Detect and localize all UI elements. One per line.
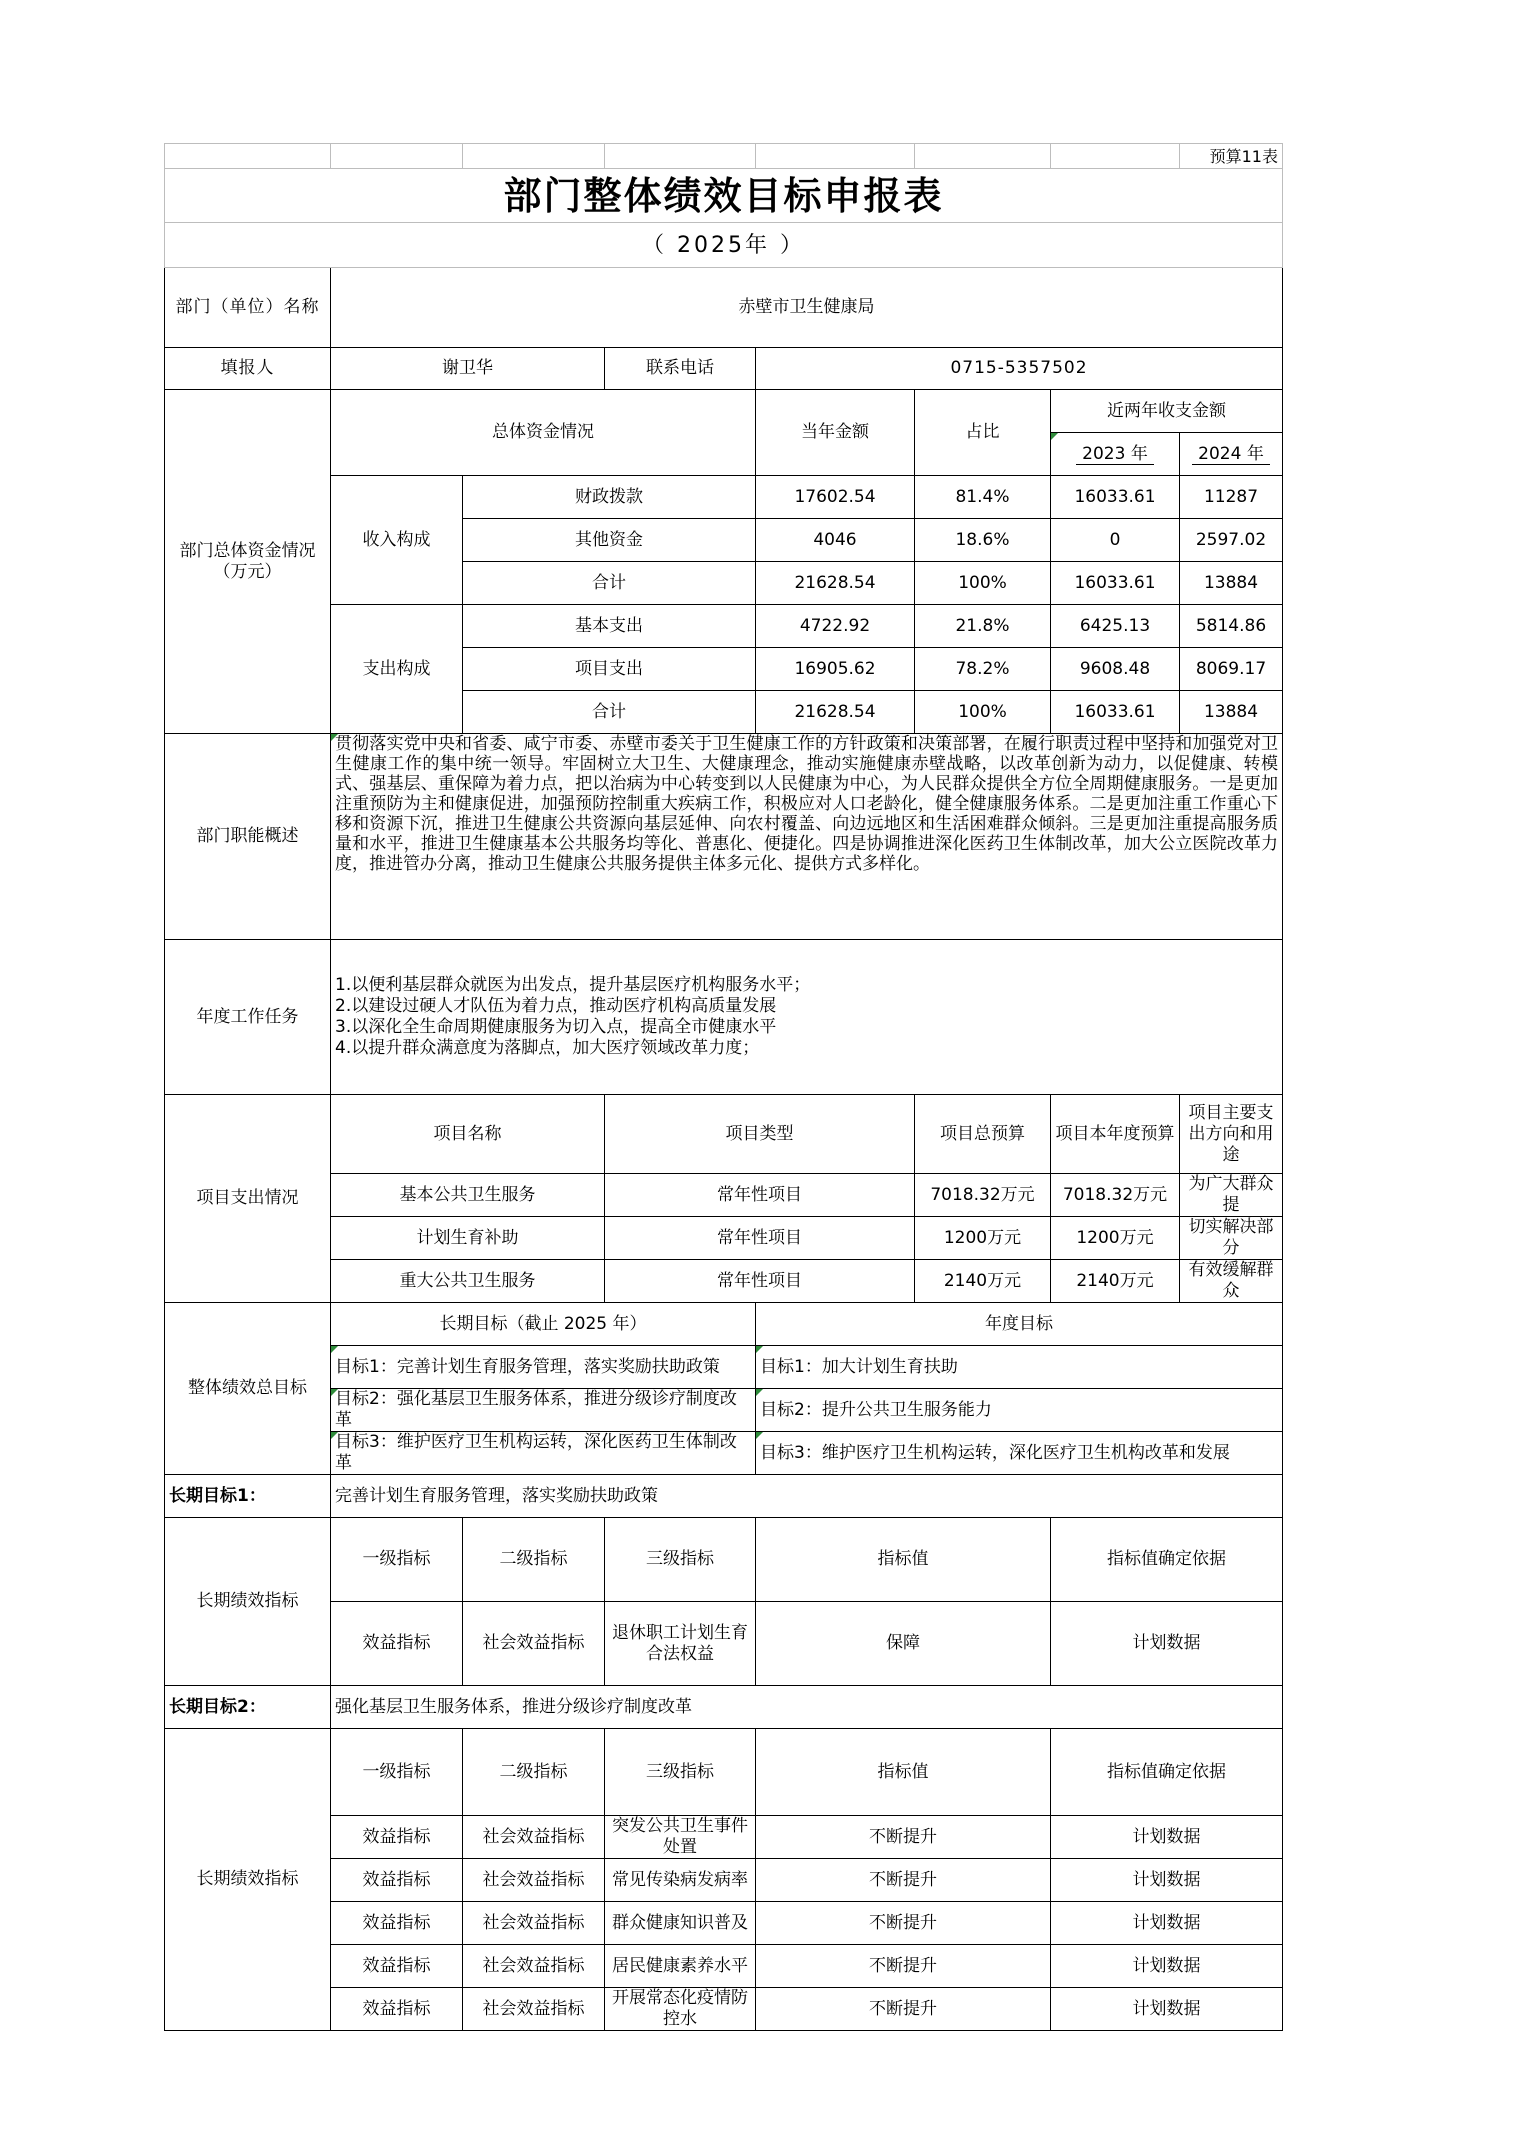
goal-row: 目标2：强化基层卫生服务体系，推进分级诊疗制度改革 目标2：提升公共卫生服务能力 <box>165 1389 1283 1432</box>
indicator-row: 效益指标 社会效益指标 退休职工计划生育合法权益 保障 计划数据 <box>165 1602 1283 1686</box>
expense-total-row: 合计 21628.54 100% 16033.61 13884 <box>165 691 1283 734</box>
funds-overall-label: 总体资金情况 <box>331 390 756 476</box>
current-amount-header: 当年金额 <box>756 390 915 476</box>
long-indicators-label-2: 长期绩效指标 <box>165 1729 331 2031</box>
project-type-header: 项目类型 <box>605 1095 915 1174</box>
annual-task-list <box>331 940 1283 1095</box>
project-row: 计划生育补助 常年性项目 1200万元 1200万元 切实解决部分 <box>165 1217 1283 1260</box>
function-label: 部门职能概述 <box>165 734 331 940</box>
ratio-header: 占比 <box>915 390 1051 476</box>
long-goal1-text: 完善计划生育服务管理，落实奖励扶助政策 <box>331 1475 1283 1518</box>
phone-value: 0715-5357502 <box>756 348 1283 390</box>
income-row: 其他资金 4046 18.6% 0 2597.02 <box>165 519 1283 562</box>
project-row: 基本公共卫生服务 常年性项目 7018.32万元 7018.32万元 为广大群众提 <box>165 1174 1283 1217</box>
goal-row: 目标1：完善计划生育服务管理，落实奖励扶助政策 目标1：加大计划生育扶助 <box>165 1346 1283 1389</box>
goal-row: 目标3：维护医疗卫生机构运转，深化医药卫生体制改革 目标3：维护医疗卫生机构运转，深化医疗卫生机构改革和发展 <box>165 1432 1283 1475</box>
year-2023-header: 2023 年 <box>1051 433 1180 476</box>
indicator-row: 效益指标 社会效益指标 居民健康素养水平 不断提升 计划数据 <box>165 1945 1283 1988</box>
project-annual-header: 项目本年度预算 <box>1051 1095 1180 1174</box>
indicator-row: 效益指标 社会效益指标 开展常态化疫情防控水 不断提升 计划数据 <box>165 1988 1283 2031</box>
project-row: 重大公共卫生服务 常年性项目 2140万元 2140万元 有效缓解群众 <box>165 1260 1283 1303</box>
expense-label: 支出构成 <box>331 605 463 734</box>
reporter-value: 谢卫华 <box>331 348 605 390</box>
projects-label: 项目支出情况 <box>165 1095 331 1303</box>
expense-row: 支出构成 基本支出 4722.92 21.8% 6425.13 5814.86 <box>165 605 1283 648</box>
reporter-label: 填报人 <box>165 348 331 390</box>
funds-block-label: 部门总体资金情况（万元） <box>165 390 331 734</box>
task-item: 2.以建设过硬人才队伍为着力点，推动医疗机构高质量发展 <box>335 996 777 1016</box>
task-item: 1.以便利基层群众就医为出发点，提升基层医疗机构服务水平； <box>335 975 811 995</box>
long-goal2-text: 强化基层卫生服务体系，推进分级诊疗制度改革 <box>331 1686 1283 1729</box>
project-use-header: 项目主要支出方向和用途 <box>1180 1095 1283 1174</box>
overall-goal-label: 整体绩效总目标 <box>165 1303 331 1475</box>
annual-task-label: 年度工作任务 <box>165 940 331 1095</box>
income-label: 收入构成 <box>331 476 463 605</box>
long-goal1-label: 长期目标1： <box>165 1475 331 1518</box>
indicator-row: 效益指标 社会效益指标 常见传染病发病率 不断提升 计划数据 <box>165 1859 1283 1902</box>
dept-name-value: 赤壁市卫生健康局 <box>331 268 1283 348</box>
indicator-row: 效益指标 社会效益指标 突发公共卫生事件处置 不断提升 计划数据 <box>165 1816 1283 1859</box>
dept-name-label: 部门（单位）名称 <box>165 268 331 348</box>
table-number: 预算11表 <box>1180 144 1283 169</box>
function-text: 贯彻落实党中央和省委、咸宁市委、赤壁市委关于卫生健康工作的方针政策和决策部署，在履行职责过程中坚持和加强党对卫生健康工作的集中统一领导。牢固树立大卫生、大健康理念，推动实施健康赤壁战略，以改革创新为动力，以促健康、转模式、强基层、重保障为着力点，把以治病为中心转变到以人民健康为中心，为人民群众提供全方位全周期健康服务。一是更加注重预防为主和健康促进，加强预防控制重大疾病工作，积极应对人口老龄化，健全健康服务体系。二是更加注重工作重心下移和资源下沉，推进卫生健康公共资源向基层延伸、向农村覆盖、向边远地区和生活困难群众倾斜。三是更加注重提高服务质量和水平，推进卫生健康基本公共服务均等化、普惠化、便捷化。四是协调推进深化医药卫生体制改革，加大公立医院改革力度，推进管办分离，推动卫生健康公共服务提供主体多元化、提供方式多样化。 <box>331 734 1283 940</box>
performance-form-table: 预算11表 部门整体绩效目标申报表 （ 2025年 ） 部门（单位）名称 赤壁市卫生健康局 填报人 谢卫华 联系电话 0715-5357502 部门总体资金情况（万元） 总体资金情况 当年金额 占比 近两年收支金额 2023 年 2024 年 收入构成 财政拨款 17602.54 81.4% 16033.61 11287 其他资金 4046 18.6% 0 2597.02 合计 21628.54 100% 16033.61 13884 支出构成 基本支出 4722.92 21.8% 6425.13 5814.86 项目支出 16905.62 78.2% 9608.48 8069.17 合计 21628.54 100% 16033.61 13884 部门职能概述 贯彻落实党中央和省委、咸宁市委、赤壁市委关于卫生健康工作的方针政策和决策部署，在履行职责过程中坚持和加强党对卫生健康工作的集中统一领导。牢固树立大卫生、大健康理念，推动实施健康赤壁战略，以改革创新为动力，以促健康、转模式、强基层、重保障为着力点，把以治病为中心转变到以人民健康为中心，为人民群众提供全方位全周期健康服务。一是更加注重预防为主和健康促进，加强预防控制重大疾病工作，积极应对人口老龄化，健全健康服务体系。二是更加注重工作重心下移和资源下沉，推进卫生健康公共资源向基层延伸、向农村覆盖、向边远地区和生活困难群众倾斜。三是更加注重提高服务质量和水平，推进卫生健康基本公共服务均等化、普惠化、便捷化。四是协调推进深化医药卫生体制改革，加大公立医院改革力度，推进管办分离，推动卫生健康公共服务提供主体多元化、提供方式多样化。 年度工作任务 1.以便利基层群众就医为出发点，提升基层医疗机构服务水平； 2.以建设过硬人才队伍为着力点，推动医疗机构高质量发展 3.以深化全生命周期健康服务为切入点，提高全市健康水平 4.以提升群众满意度为落脚点，加大医疗领域改革力度； 项目支出情况 项目名称 项目类型 项目总预算 项目本年度预算 项目主要支出方向和用途 基本公共卫生服务 常年性项目 7018.32万元 7018.32万元 为广大群众提 计划生育补助 常年性项目 1200万元 1200万元 切实解决部分 重大公共卫生服务 常年性项目 2140万元 2140万元 有效缓解群众 整体绩效总目标 长期目标（截止 2025 年） 年度目标 目标1：完善计划生育服务管理，落实奖励扶助政策 目标1：加大计划生育扶助 目标2：强化基层卫生服务体系，推进分级诊疗制度改革 目标2：提升公共卫生服务能力 目标3：维护医疗卫生机构运转，深化医药卫生体制改革 目标3：维护医疗卫生机构运转，深化医疗卫生机构改革和发展 长期目标1： 完善计划生育服务管理，落实奖励扶助政策 长期绩效指标 一级指标 二级指标 三级指标 指标值 指标值确定依据 效益指标 社会效益指标 退休职工计划生育合法权益 保障 计划数据 长期目标2： 强化基层卫生服务体系，推进分级诊疗制度改革 长期绩效指标 一级指标 二级指标 三级指标 指标值 指标值确定依据 效益指标 社会效益指标 突发公共卫生事件处置 不断提升 计划数据 效益指标 社会效益指标 常见传染病发病率 不断提升 计划数据 效益指标 社会效益指标 群众健康知识普及 不断提升 计划数据 效益指标 社会效益指标 居民健康素养水平 不断提升 计划数据 效益指标 社会效益指标 开展常态化疫情防控水 不断提升 计划数据 <box>164 143 1283 2031</box>
form-title: 部门整体绩效目标申报表 <box>165 169 1283 223</box>
annual-goal-header: 年度目标 <box>756 1303 1283 1346</box>
task-item: 3.以深化全生命周期健康服务为切入点，提高全市健康水平 <box>335 1017 777 1037</box>
project-total-header: 项目总预算 <box>915 1095 1051 1174</box>
income-total-row: 合计 21628.54 100% 16033.61 13884 <box>165 562 1283 605</box>
long-goal2-label: 长期目标2： <box>165 1686 331 1729</box>
task-item: 4.以提升群众满意度为落脚点，加大医疗领域改革力度； <box>335 1038 760 1058</box>
project-name-header: 项目名称 <box>331 1095 605 1174</box>
form-year: （ 2025年 ） <box>165 223 1283 268</box>
income-row: 收入构成 财政拨款 17602.54 81.4% 16033.61 11287 <box>165 476 1283 519</box>
phone-label: 联系电话 <box>605 348 756 390</box>
year-2024-header: 2024 年 <box>1180 433 1283 476</box>
indicator-row: 效益指标 社会效益指标 群众健康知识普及 不断提升 计划数据 <box>165 1902 1283 1945</box>
expense-row: 项目支出 16905.62 78.2% 9608.48 8069.17 <box>165 648 1283 691</box>
long-indicators-label: 长期绩效指标 <box>165 1518 331 1686</box>
long-goal-header: 长期目标（截止 2025 年） <box>331 1303 756 1346</box>
two-years-header: 近两年收支金额 <box>1051 390 1283 433</box>
